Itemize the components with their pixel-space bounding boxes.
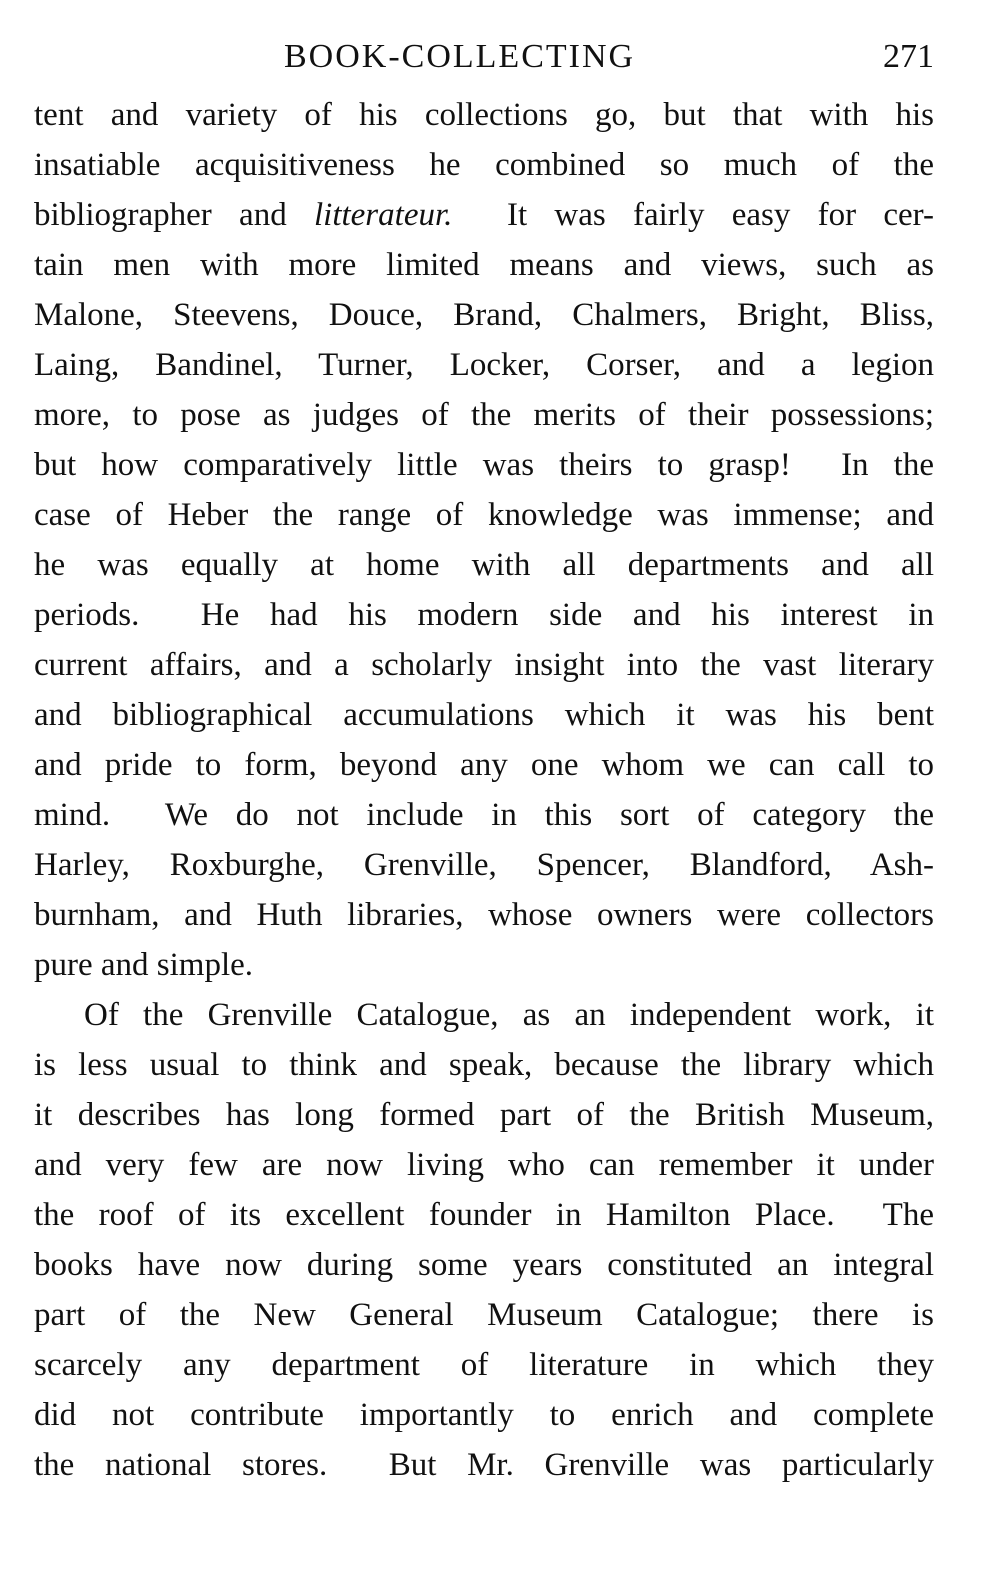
text-segment: and very few are now living who can remember it under: [34, 1147, 934, 1183]
text-line: [34, 490, 934, 540]
text-segment: Harley, Roxburghe, Grenville, Spencer, Blandford, Ash-: [34, 847, 934, 883]
text-line: [34, 140, 934, 190]
text-segment: and bibliographical accumulations which it was his bent: [34, 697, 934, 733]
text-segment: scarcely any department of literature in which they: [34, 1347, 934, 1383]
text-line: [34, 940, 934, 990]
text-segment: is less usual to think and speak, because the library which: [34, 1047, 934, 1083]
text-line: [34, 590, 934, 640]
text-segment: the roof of its excellent founder in Hamilton Place. The: [34, 1197, 934, 1233]
text-segment: he was equally at home with all departments and all: [34, 547, 934, 583]
text-segment: it describes has long formed part of the British Museum,: [34, 1097, 934, 1133]
text-segment: more, to pose as judges of the merits of their possessions;: [34, 397, 934, 433]
text-line: [34, 440, 934, 490]
paragraph-2: [34, 990, 934, 1490]
text-segment: burnham, and Huth libraries, whose owners were collectors: [34, 897, 934, 933]
paragraph-1: [34, 90, 934, 990]
text-line: [34, 240, 934, 290]
text-segment: current affairs, and a scholarly insight into the vast literary: [34, 647, 934, 683]
text-line: [34, 640, 934, 690]
text-line: [34, 690, 934, 740]
text-line: [34, 890, 934, 940]
text-line: [34, 740, 934, 790]
text-line: [34, 90, 934, 140]
text-segment: Malone, Steevens, Douce, Brand, Chalmers, Bright, Bliss,: [34, 297, 934, 333]
text-segment: but how comparatively little was theirs to grasp! In the: [34, 447, 934, 483]
text-line: [34, 340, 934, 390]
text-segment: tain men with more limited means and views, such as: [34, 247, 934, 283]
text-line: [34, 1340, 934, 1390]
text-segment: bibliographer and: [34, 197, 314, 233]
text-line: [34, 1290, 934, 1340]
text-line: [34, 790, 934, 840]
text-segment: pure and simple.: [34, 947, 254, 983]
body-text: [34, 90, 934, 1490]
text-line: [34, 1090, 934, 1140]
text-segment: periods. He had his modern side and his interest in: [34, 597, 934, 633]
running-head: BOOK-COLLECTING: [284, 38, 636, 75]
text-line: [34, 190, 934, 240]
text-segment: Of the Grenville Catalogue, as an independent work, it: [84, 997, 934, 1033]
text-segment: Laing, Bandinel, Turner, Locker, Corser, and a legion: [34, 347, 934, 383]
page-number: 271: [883, 38, 934, 75]
text-line: [34, 840, 934, 890]
text-segment: part of the New General Museum Catalogue; there is: [34, 1297, 934, 1333]
page-header: [34, 28, 934, 90]
text-line: [34, 1140, 934, 1190]
text-segment: the national stores. But Mr. Grenville was particularly: [34, 1447, 934, 1483]
text-line: [34, 1240, 934, 1290]
text-line: [34, 540, 934, 590]
text-segment: insatiable acquisitiveness he combined so much of the: [34, 147, 934, 183]
italic-word: litterateur.: [313, 197, 453, 233]
text-line: [34, 390, 934, 440]
text-segment: case of Heber the range of knowledge was immense; and: [34, 497, 934, 533]
book-page: [34, 28, 934, 1490]
text-segment: and pride to form, beyond any one whom we can call to: [34, 747, 934, 783]
text-line: [34, 1390, 934, 1440]
text-line: [34, 1040, 934, 1090]
text-segment: It was fairly easy for cer-: [452, 197, 934, 233]
text-segment: did not contribute importantly to enrich and complete: [34, 1397, 934, 1433]
text-line: [34, 1190, 934, 1240]
text-line: [34, 990, 934, 1040]
text-segment: mind. We do not include in this sort of category the: [34, 797, 934, 833]
text-line: [34, 1440, 934, 1490]
text-segment: tent and variety of his collections go, but that with his: [34, 97, 934, 133]
text-segment: books have now during some years constituted an integral: [34, 1247, 934, 1283]
text-line: [34, 290, 934, 340]
